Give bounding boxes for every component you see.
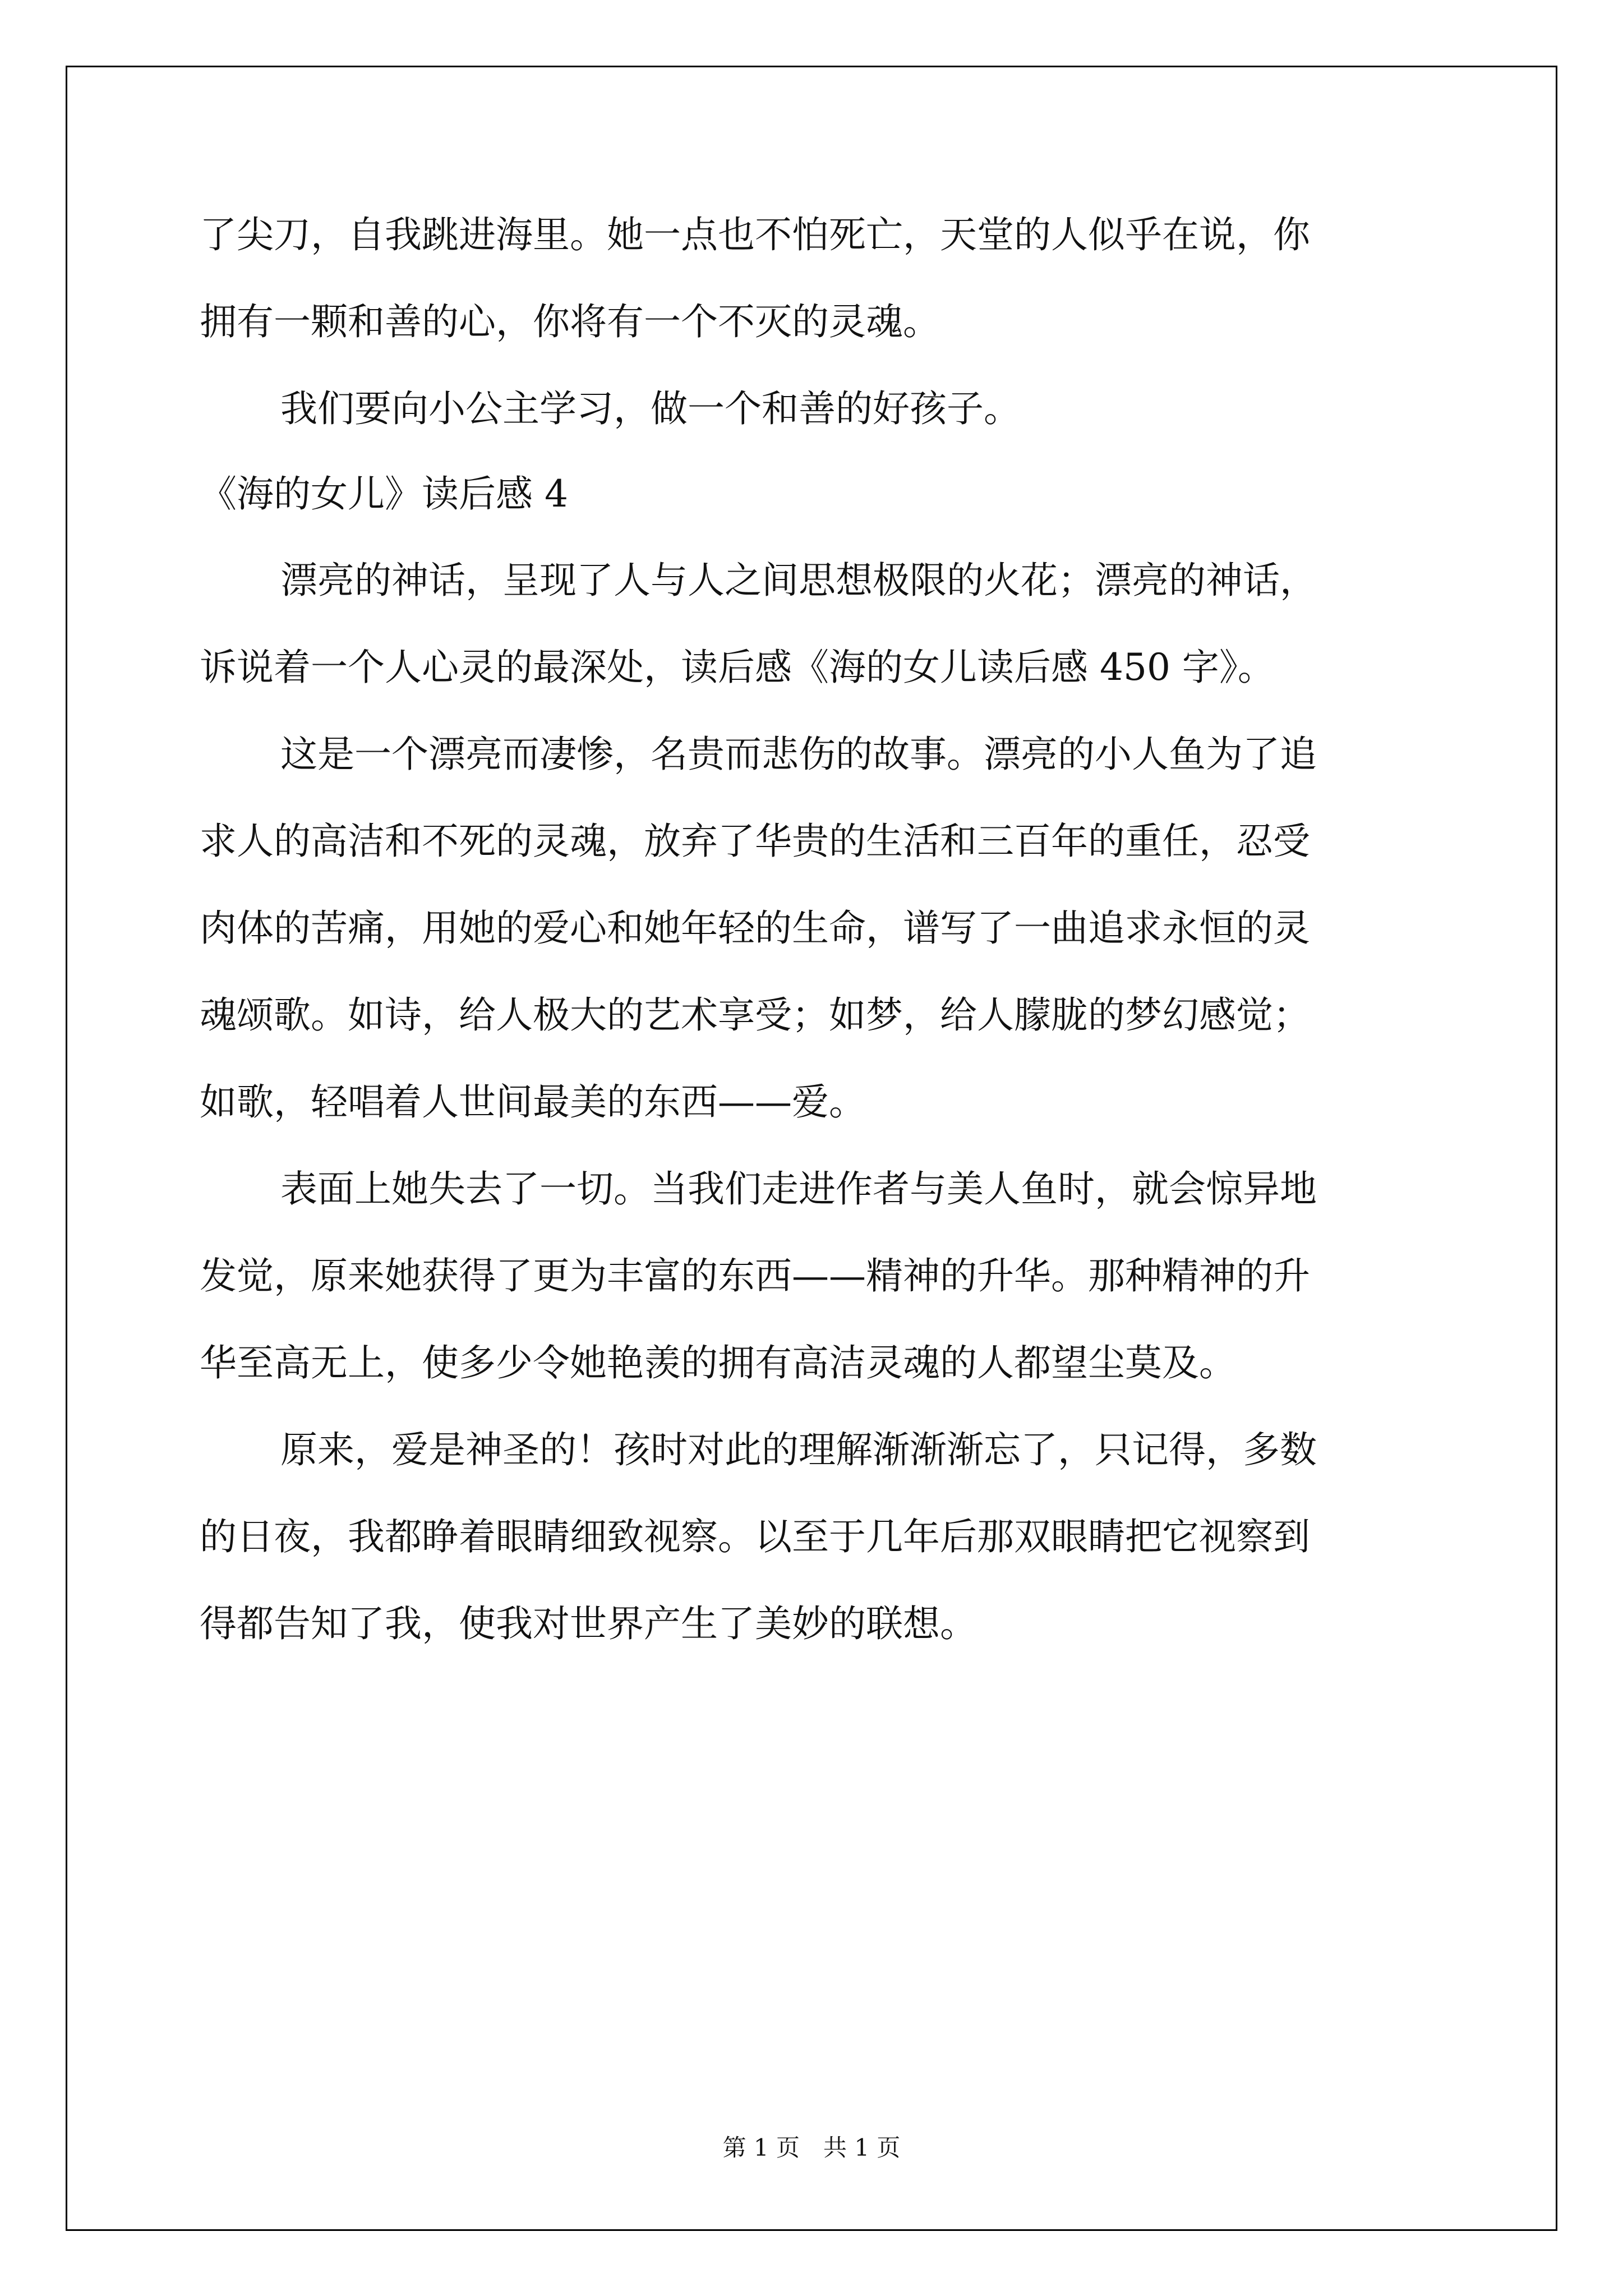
body-text-line: 这是一个漂亮而凄惨，名贵而悲伤的故事。漂亮的小人鱼为了追 [280,733,1317,776]
body-text-line: 求人的高洁和不死的灵魂，放弃了华贵的生活和三百年的重任，忍受 [200,820,1310,863]
body-text-line: 原来，爱是神圣的！孩时对此的理解渐渐渐忘了，只记得，多数 [280,1428,1317,1471]
body-text-line: 魂颂歌。如诗，给人极大的艺术享受；如梦，给人朦胧的梦幻感觉； [200,993,1310,1037]
body-text-line: 了尖刀，自我跳进海里。她一点也不怕死亡，天堂的人似乎在说，你 [200,213,1310,256]
section-heading: 《海的女儿》读后感 4 [200,472,568,516]
body-text-line: 诉说着一个人心灵的最深处，读后感《海的女儿读后感 450 字》。 [200,646,1275,689]
body-text-line: 得都告知了我，使我对世界产生了美妙的联想。 [200,1602,977,1645]
page-footer: 第 1 页 共 1 页 [722,2134,901,2161]
body-text-line: 华至高无上，使多少令她艳羡的拥有高洁灵魂的人都望尘莫及。 [200,1341,1236,1384]
body-text-line: 如歌，轻唱着人世间最美的东西——爱。 [200,1080,866,1124]
body-text-line: 的日夜，我都睁着眼睛细致视察。以至于几年后那双眼睛把它视察到 [200,1515,1310,1558]
body-text-line: 拥有一颗和善的心，你将有一个不灭的灵魂。 [200,300,940,343]
body-text-line: 漂亮的神话，呈现了人与人之间思想极限的火花；漂亮的神话， [280,559,1317,602]
body-text-line: 肉体的苦痛，用她的爱心和她年轻的生命，谱写了一曲追求永恒的灵 [200,907,1310,950]
body-text-line: 我们要向小公主学习，做一个和善的好孩子。 [280,387,1021,430]
body-text-line: 表面上她失去了一切。当我们走进作者与美人鱼时，就会惊异地 [280,1167,1317,1211]
body-text-line: 发觉，原来她获得了更为丰富的东西——精神的升华。那种精神的升 [200,1254,1310,1297]
